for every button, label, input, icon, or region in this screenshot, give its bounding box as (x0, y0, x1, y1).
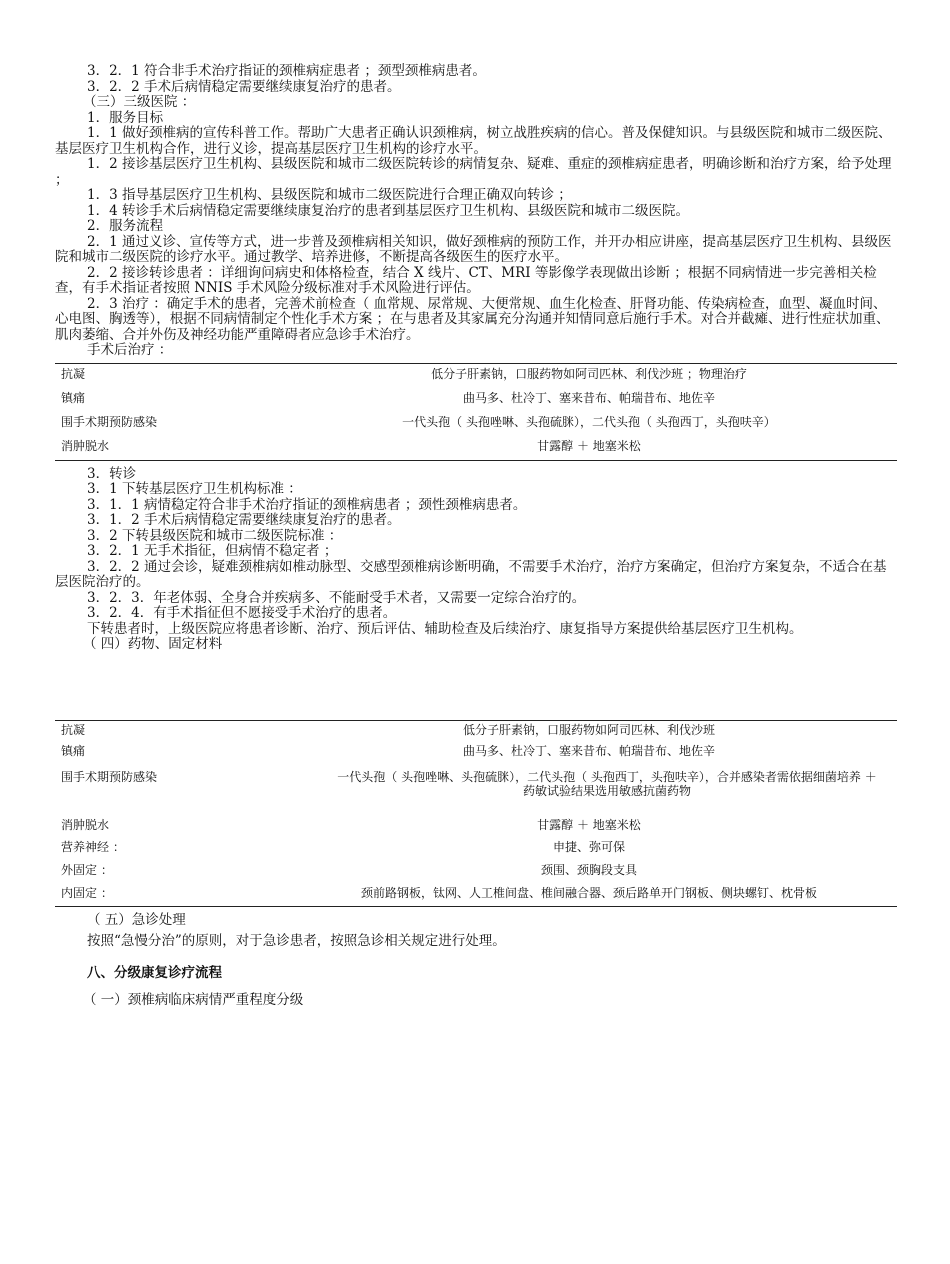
table-value: 甘露醇 ＋ 地塞米松 (537, 438, 641, 453)
paragraph: 3．2．4．有手术指征但不愿接受手术治疗的患者。 (87, 605, 397, 621)
paragraph: 1．2 接诊基层医疗卫生机构、县级医院和城市二级医院转诊的病情复杂、疑难、重症的颈椎病症患者，明确诊断和治疗方案，给予处理 ； (55, 156, 892, 188)
table-value: 低分子肝素钠，口服药物如阿司匹林、利伐沙班 ；物理治疗 (291, 363, 897, 388)
table-key: 围手术期预防感染 (61, 769, 158, 784)
paragraph: 2．3 治疗 ：确定手术的患者，完善术前检查（ 血常规、尿常规、大便常规、血生化检查、肝肾功能、传染病检查，血型、凝血时间、心电图、胸透等），根据不同病情制定个性化手术方案 ；在与患者及其家属充分沟通并知情同意后施行手术。对合并截瘫、进行性症状加重、肌肉萎缩、合并外伤及神经功能严重障碍者应急诊手术治疗。 (55, 295, 890, 343)
paragraph: 3．2．1 无手术指征，但病情不稳定者 ； (87, 543, 338, 559)
table-key: 内固定 ： (61, 885, 113, 900)
table-value: 曲马多、杜冷丁、塞来昔布、帕瑞昔布、地佐辛 (462, 390, 715, 405)
table-row (55, 412, 897, 436)
paragraph: （ 五）急诊处理 (87, 911, 186, 928)
table-key: 镇痛 (61, 390, 86, 405)
table-row (55, 436, 897, 461)
paragraph: 3．2．1 符合非手术治疗指证的颈椎病症患者 ；颈型颈椎病患者。 (87, 63, 486, 79)
table-value: 一代头孢（ 头孢唑啉、头孢硫脒），二代头孢（ 头孢西丁，头孢呋辛），合并感染者需依据细菌培养 ＋ 药敏试验结果选用敏感抗菌药物 (337, 769, 877, 798)
table-key: 外固定 ： (61, 862, 113, 877)
paragraph: 3．1．1 病情稳定符合非手术治疗指证的颈椎病患者 ；颈性颈椎病患者。 (87, 496, 527, 513)
paragraph: 3．2．2 手术后病情稳定需要继续康复治疗的患者。 (87, 78, 401, 95)
table-row (55, 838, 897, 861)
paragraph: 下转患者时，上级医院应将患者诊断、治疗、预后评估、辅助检查及后续治疗、康复指导方案提供给基层医疗卫生机构。 (87, 620, 803, 637)
table-value: 甘露醇 ＋ 地塞米松 (537, 817, 641, 832)
table-row (55, 861, 897, 884)
post-op-treatment-table (55, 363, 897, 461)
paragraph: 按照“急慢分治”的原则，对于急诊患者，按照急诊相关规定进行处理。 (87, 933, 506, 949)
table-value: 颈前路钢板，钛网、人工椎间盘、椎间融合器、颈后路单开门钢板、侧块螺钉、枕骨板 (360, 885, 817, 900)
paragraph: 2．服务流程 (87, 218, 164, 234)
table-value: 申捷、弥可保 (552, 839, 625, 854)
paragraph: 2．2 接诊转诊患者 ：详细询问病史和体格检查，结合 X 线片、CT、MRI 等影像学表现做出诊断 ；根据不同病情进一步完善相关检查，有手术指证者按照 NNIS 手术风险分级标准对手术风险进行评估。 (55, 264, 877, 296)
paragraph: 1．1 做好颈椎病的宣传科普工作。帮助广大患者正确认识颈椎病，树立战胜疾病的信心。普及保健知识。与县级医院和城市二级医院、基层医疗卫生机构合作，进行义诊，提高基层医疗卫生机构的诊疗水平。 (55, 125, 892, 157)
table-key: 营养神经 ： (61, 839, 125, 854)
table-key: 消肿脱水 (61, 817, 110, 832)
table-row (55, 363, 897, 388)
section-bottom (55, 913, 897, 950)
table-key: 围手术期预防感染 (61, 414, 158, 429)
table-value: 低分子肝素钠，口服药物如阿司匹林、利伐沙班 (291, 720, 897, 742)
blank-gap (55, 653, 897, 720)
paragraph: 1．4 转诊手术后病情稳定需要继续康复治疗的患者到基层医疗卫生机构、县级医院和城市二级医院。 (87, 202, 689, 219)
table-key: 镇痛 (61, 743, 86, 758)
paragraph: 3．2 下转县级医院和城市二级医院标准 ： (87, 527, 343, 544)
section-top (55, 64, 897, 359)
paragraph: （三）三级医院 ： (83, 94, 196, 110)
paragraph: 3．2．3．年老体弱、全身合并疾病多、不能耐受手术者，又需要一定综合治疗的。 (87, 589, 586, 606)
table-key: 消肿脱水 (61, 438, 110, 453)
section-mid (55, 467, 897, 653)
table-value: 一代头孢（ 头孢唑啉、头孢硫脒），二代头孢（ 头孢西丁，头孢呋辛） (402, 414, 776, 429)
paragraph: 2．1 通过义诊、宣传等方式，进一步普及颈椎病相关知识，做好颈椎病的预防工作，并开办相应讲座，提高基层医疗卫生机构、县级医院和城市二级医院的诊疗水平。通过教学、培养进修，不断提高各级医生的医疗水平。 (55, 233, 892, 265)
table-row (55, 816, 897, 838)
subsection-heading: （ 一）颈椎病临床病情严重程度分级 (83, 992, 304, 1008)
paragraph: 3．2．2 通过会诊，疑难颈椎病如椎动脉型、交感型颈椎病诊断明确，不需要手术治疗，治疗方案确定，但治疗方案复杂，不适合在基层医院治疗的。 (55, 558, 887, 590)
table-row (55, 388, 897, 412)
document-page (55, 64, 897, 1009)
table-key: 抗凝 (55, 363, 291, 388)
paragraph: 手术后治疗 ： (87, 342, 173, 358)
table-value: 颈围、颈胸段支具 (540, 862, 637, 877)
paragraph: 1．服务目标 (87, 109, 164, 126)
paragraph: 3．1 下转基层医疗卫生机构标准 ： (87, 481, 302, 497)
paragraph: （ 四）药物、固定材料 (83, 636, 223, 652)
paragraph: 3．转诊 (87, 465, 137, 482)
paragraph: 3．1．2 手术后病情稳定需要继续康复治疗的患者。 (87, 512, 401, 528)
section-heading: 八、分级康复诊疗流程 (87, 964, 222, 981)
drugs-materials-table (55, 720, 897, 907)
table-row (55, 742, 897, 768)
table-value: 曲马多、杜冷丁、塞来昔布、帕瑞昔布、地佐辛 (462, 743, 715, 758)
table-row (55, 884, 897, 907)
table-row (55, 768, 897, 816)
paragraph: 1．3 指导基层医疗卫生机构、县级医院和城市二级医院进行合理正确双向转诊 ； (87, 187, 572, 203)
table-row (55, 720, 897, 742)
table-key: 抗凝 (55, 720, 291, 742)
